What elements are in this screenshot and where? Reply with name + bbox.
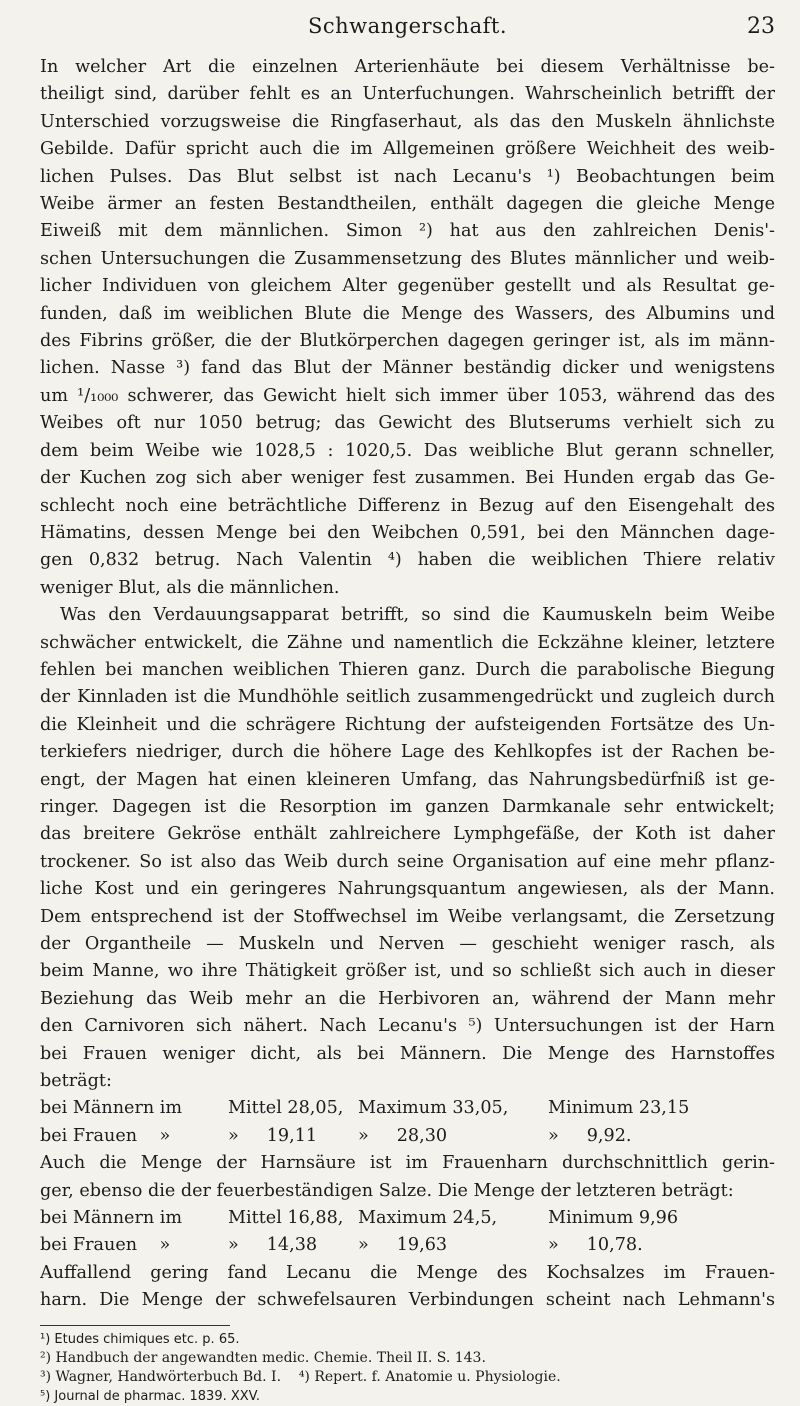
text-line: In welcher Art die einzelnen Arterienhäute bei diesem Verhältnisse be- [40,57,775,77]
text-line: fehlen bei manchen weiblichen Thieren ganz. Durch die parabolische Biegung [40,659,775,680]
table-cell-group: bei Frauen » [40,1235,171,1256]
table-row [40,1232,775,1259]
text-line: beim Manne, wo ihre Thätigkeit größer ist, und so schließt sich auch in dieser [40,961,775,982]
text-line: schwächer entwickelt, die Zähne und namentlich die Eckzähne kleiner, letztere [40,632,775,653]
text-line: der Kuchen zog sich aber weniger fest zusammen. Bei Hunden ergab das Ge- [40,468,775,489]
text-line: Weibes oft nur 1050 betrug; das Gewicht des Blutserums verhielt sich zu [40,413,775,434]
table-cell-min: » 9,92. [548,1125,632,1146]
table-cell-mean: » 19,11 [228,1125,318,1146]
table-cell-mean: Mittel 28,05, [228,1098,344,1119]
paragraph-block-c [40,1260,775,1315]
page [40,14,775,1406]
table-cell-max: » 28,30 [358,1125,448,1146]
table-cell-min: Minimum 9,96 [548,1208,679,1229]
text-line: trockener. So ist also das Weib durch seine Organisation auf eine mehr pflanz- [40,851,775,872]
text-line: gen 0,832 betrug. Nach Valentin ⁴) haben die weiblichen Thiere relativ [40,550,775,571]
text-line: schlecht noch eine beträchtliche Differenz in Bezug auf den Eisengehalt des [40,495,775,516]
text-line: die Kleinheit und die schrägere Richtung der aufsteigenden Fortsätze des Un- [40,714,775,735]
table-cell-mean: » 14,38 [228,1235,318,1256]
text-line: Eiweiß mit dem männlichen. Simon ²) hat aus den zahlreichen Denis'- [40,221,775,242]
footnote-rule [40,1325,230,1326]
text-line: der Organtheile — Muskeln und Nerven — geschieht weniger rasch, als [40,934,775,954]
table-row [40,1095,775,1122]
text-line: Hämatins, dessen Menge bei den Weibchen 0,591, bei den Männchen dage- [40,522,775,543]
text-line: Auffallend gering fand Lecanu die Menge des Kochsalzes im Frauen- [40,1262,775,1283]
text-line: liche Kost und ein geringeres Nahrungsquantum angewiesen, als der Mann. [40,879,775,900]
text-line: lichen Pulses. Das Blut selbst ist nach Lecanu's ¹) Beobachtungen beim [40,166,775,187]
text-line: der Kinnladen ist die Mundhöhle seitlich zusammengedrückt und zugleich durch [40,687,775,708]
salts-table [40,1205,775,1260]
page-number: 23 [747,14,775,39]
text-line: lichen. Nasse ³) fand das Blut der Männer beständig dicker und wenigstens [40,358,775,379]
table-row [40,1123,775,1150]
urea-table [40,1095,775,1150]
table-cell-min: Minimum 23,15 [548,1098,690,1119]
paragraph-block-a [40,54,775,1095]
table-cell-min: » 10,78. [548,1235,643,1256]
text-line: terkiefers niedriger, durch die höhere Lage des Kehlkopfes ist der Rachen be- [40,742,775,763]
table-cell-group: bei Männern im [40,1098,183,1119]
text-line: Beziehung das Weib mehr an die Herbivoren an, während der Mann mehr [40,988,775,1009]
footnote: ³) Wagner, Handwörterbuch Bd. I. ⁴) Repert. f. Anatomie u. Physiologie. [40,1368,561,1385]
page-header [40,14,775,54]
text-line: den Carnivoren sich nähert. Nach Lecanu's ⁵) Untersuchungen ist der Harn [40,1016,775,1037]
text-line: harn. Die Menge der schwefelsauren Verbindungen scheint nach Lehmann's [40,1290,775,1311]
footnote: ⁵) Journal de pharmac. 1839. XXV. [40,1388,261,1404]
text-line: engt, der Magen hat einen kleineren Umfang, das Nahrungsbedürfniß ist ge- [40,769,775,790]
text-line: um ¹/₁₀₀₀ schwerer, das Gewicht hielt sich immer über 1053, während das des [40,385,775,406]
table-cell-group: bei Frauen » [40,1125,171,1146]
table-cell-max: Maximum 24,5, [358,1208,498,1229]
table-row [40,1205,775,1232]
text-line: beträgt: [40,1071,112,1092]
text-line: Was den Verdauungsapparat betrifft, so sind die Kaumuskeln beim Weibe [60,605,775,626]
footnote: ²) Handbuch der angewandten medic. Chemie. Theil II. S. 143. [40,1349,486,1366]
table-cell-group: bei Männern im [40,1208,183,1229]
text-line: Auch die Menge der Harnsäure ist im Frauenharn durchschnittlich gerin- [40,1153,775,1174]
text-line: Gebilde. Dafür spricht auch die im Allgemeinen größere Weichheit des weib- [40,139,775,160]
text-line: ger, ebenso die der feuerbeständigen Salze. Die Menge der letzteren beträgt: [40,1180,734,1201]
text-line: ringer. Dagegen ist die Resorption im ganzen Darmkanale sehr entwickelt; [40,796,775,817]
text-line: funden, daß im weiblichen Blute die Menge des Wassers, des Albumins und [40,303,775,324]
footnote: ¹) Etudes chimiques etc. p. 65. [40,1331,240,1347]
paragraph-block-b [40,1150,775,1205]
table-cell-max: » 19,63 [358,1235,448,1256]
table-cell-mean: Mittel 16,88, [228,1208,344,1229]
table-cell-max: Maximum 33,05, [358,1098,509,1119]
text-line: Unterschied vorzugsweise die Ringfaserhaut, als das den Muskeln ähnlichste [40,111,775,132]
text-line: weniger Blut, als die männlichen. [40,577,340,598]
text-line: schen Untersuchungen die Zusammensetzung des Blutes männlicher und weib- [40,248,775,269]
text-line: das breitere Gekröse enthält zahlreichere Lymphgefäße, der Koth ist daher [40,824,775,845]
text-line: theiligt sind, darüber fehlt es an Unterfuchungen. Wahrscheinlich betrifft der [40,84,775,105]
footnotes [40,1330,775,1406]
text-line: licher Individuen von gleichem Alter gegenüber gestellt und als Resultat ge- [40,276,775,297]
text-line: bei Frauen weniger dicht, als bei Männern. Die Menge des Harnstoffes [40,1043,775,1064]
text-line: dem beim Weibe wie 1028,5 : 1020,5. Das weibliche Blut gerann schneller, [40,440,775,461]
running-title: Schwangerschaft. [307,14,508,38]
body-text [40,54,775,1315]
text-line: des Fibrins größer, die der Blutkörperchen dagegen geringer ist, als im männ- [40,331,775,352]
text-line: Dem entsprechend ist der Stoffwechsel im Weibe verlangsamt, die Zersetzung [40,906,775,927]
text-line: Weibe ärmer an festen Bestandtheilen, enthält dagegen die gleiche Menge [40,194,775,215]
